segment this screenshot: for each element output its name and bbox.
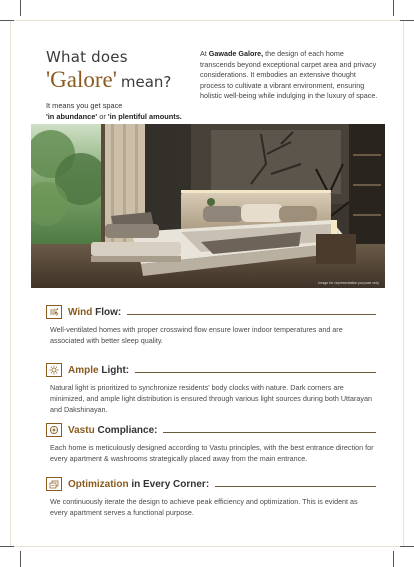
- feature-title: [68, 307, 121, 318]
- crop-mark: [0, 546, 14, 547]
- page-title-keyword: 'Galore': [46, 67, 117, 92]
- wind-icon: [46, 305, 62, 319]
- hero-subtitle-line1: It means you get space: [46, 101, 123, 110]
- crop-mark: [20, 551, 21, 567]
- feature-ample-light: [46, 362, 376, 415]
- feature-rule: [215, 486, 376, 487]
- intro-brand: Gawade Galore,: [208, 49, 264, 58]
- feature-title: [68, 365, 129, 376]
- intro-paragraph: [200, 49, 378, 102]
- hero-quote-abundance: 'in abundance': [46, 112, 98, 121]
- crop-mark: [0, 20, 14, 21]
- feature-title-highlight: Wind: [68, 306, 93, 318]
- hero-or: or: [97, 112, 108, 121]
- feature-title-highlight: Vastu: [68, 424, 95, 436]
- hero-subtitle-line2: [46, 111, 196, 122]
- feature-header: [46, 362, 376, 378]
- feature-title-highlight: Ample: [68, 364, 99, 376]
- feature-title: [68, 479, 209, 490]
- crop-mark: [400, 20, 414, 21]
- feature-rule: [127, 314, 376, 315]
- feature-description: We continuously iterate the design to achieve peak efficiency and optimization. This is evident as every apartment serves a functional purpose.: [50, 497, 358, 517]
- feature-wind-flow: [46, 304, 376, 346]
- feature-title: [68, 425, 157, 436]
- feature-title-highlight: Optimization: [68, 478, 129, 490]
- page-title-end: mean?: [120, 73, 172, 91]
- crop-mark: [393, 551, 394, 567]
- feature-vastu-compliance: [46, 422, 376, 464]
- feature-description: Natural light is prioritized to synchronize residents' body clocks with nature. Dark corners are minimized, and ample light distribution is ensured through various light sources during both Uttarayan and Dakshinayan.: [50, 383, 373, 414]
- feature-title-rest: Light:: [98, 364, 130, 376]
- feature-header: [46, 476, 376, 492]
- compass-icon: [46, 423, 62, 437]
- sun-icon: [46, 363, 62, 377]
- feature-title-rest: in Every Corner:: [128, 478, 210, 490]
- feature-header: [46, 422, 376, 438]
- hero-quote-plentiful: 'in plentiful amounts.: [107, 112, 182, 121]
- intro-prefix: At: [200, 49, 209, 58]
- feature-header: [46, 304, 376, 320]
- bedroom-photo: [31, 124, 385, 288]
- feature-rule: [135, 372, 376, 373]
- feature-optimization: [46, 476, 376, 518]
- feature-description: Each home is meticulously designed according to Vastu principles, with the best entrance direction for every apartment & washrooms strategically placed away from the main entrance.: [50, 443, 374, 463]
- feature-title-rest: Flow:: [92, 306, 122, 318]
- intro-text: the design of each home transcends beyond exceptional carpet area and privacy considerations. It embodies an extensive thought process to cultivate a vibrant environment, ensuring holistic well-being while indulging in the luxury of space.: [200, 49, 378, 101]
- hero-title-block: [46, 48, 196, 122]
- page-title-line1: What does: [46, 48, 128, 66]
- feature-title-rest: Compliance:: [94, 424, 158, 436]
- crop-mark: [400, 546, 414, 547]
- hero-subtitle: [46, 100, 196, 122]
- page-title-line2: [46, 68, 196, 92]
- feature-description: Well-ventilated homes with proper crosswind flow ensure lower indoor temperatures and are associated with better sleep quality.: [50, 325, 343, 345]
- photo-credit: Image for representation purpose only: [318, 281, 379, 285]
- crop-mark: [20, 0, 21, 16]
- crop-mark: [393, 0, 394, 16]
- feature-rule: [163, 432, 376, 433]
- space-optimization-icon: [46, 477, 62, 491]
